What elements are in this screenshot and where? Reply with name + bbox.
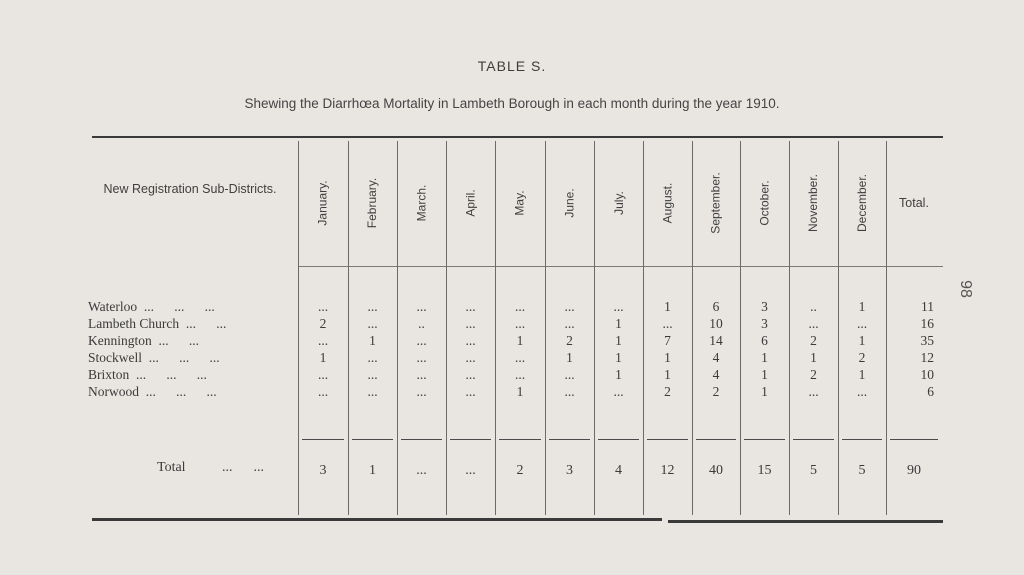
table-cell: 2 (810, 367, 817, 382)
district-label: Lambeth Church (88, 316, 180, 331)
district-label: Norwood (88, 384, 139, 399)
leader-dots: ... ... ... (137, 299, 215, 314)
table-cell: 1 (615, 350, 622, 365)
row-total-cell: 16 (920, 316, 934, 331)
table-cell: ... (317, 299, 329, 314)
table-cell: 1 (516, 333, 524, 348)
table-cell: ... (465, 333, 476, 348)
total-separator (401, 439, 442, 440)
table-cell: 2 (319, 316, 327, 331)
table-cell: 4 (712, 350, 720, 365)
table-cell: 2 (566, 333, 573, 348)
district-header: New Registration Sub-Districts. (103, 182, 277, 196)
table-cell: ... (367, 384, 378, 399)
table-cell: 6 (761, 333, 768, 348)
table-cell: 6 (712, 299, 720, 314)
table-cell: ... (416, 350, 427, 365)
table-cell: 2 (664, 384, 671, 399)
total-separator (647, 439, 688, 440)
district-name (88, 383, 298, 400)
table-cell: ... (416, 384, 427, 399)
month-header (692, 140, 740, 265)
month-header (594, 140, 643, 265)
total-cell: 3 (319, 463, 327, 478)
district-name (88, 349, 298, 366)
total-cell: 4 (615, 463, 622, 478)
total-separator (549, 439, 590, 440)
district-name (88, 315, 298, 332)
table-cell: ... (564, 367, 575, 382)
total-header: Total. (899, 196, 929, 210)
month-header-label: February. (365, 177, 380, 228)
table-cell: 1 (664, 350, 671, 365)
table-cell: .. (418, 316, 425, 331)
total-leader-dots: ... ... (222, 460, 264, 475)
leader-dots: ... ... ... (142, 350, 220, 365)
month-header-label: July. (611, 190, 626, 215)
district-name (88, 298, 298, 315)
table-cell: ... (367, 350, 378, 365)
month-header-label: January. (315, 179, 330, 226)
month-header-label: June. (562, 187, 577, 218)
total-cell: 5 (810, 463, 817, 478)
total-separator (744, 439, 785, 440)
month-header (740, 140, 789, 265)
month-header (838, 140, 886, 265)
table-cell: ... (367, 367, 378, 382)
table-cell: ... (367, 316, 378, 331)
row-total-cell: 35 (920, 333, 934, 348)
table-cell: 2 (858, 350, 866, 365)
grand-total-cell: 90 (907, 463, 921, 478)
month-header (397, 140, 446, 265)
district-name (88, 332, 298, 349)
table-cell: ... (465, 350, 476, 365)
table-cell: 1 (810, 350, 817, 365)
total-separator (499, 439, 541, 440)
district-label: Waterloo (88, 299, 138, 314)
total-cell: 12 (660, 463, 675, 478)
total-cell: 1 (369, 463, 376, 478)
table-cell: 1 (516, 384, 524, 399)
table-cell: ... (416, 299, 427, 314)
total-separator (890, 439, 938, 440)
total-cell: 2 (516, 463, 524, 478)
table-cell: 1 (369, 333, 376, 348)
table-cell: ... (613, 299, 624, 314)
table-cell: 1 (664, 367, 671, 382)
top-rule (92, 136, 943, 138)
table-cell: 1 (761, 384, 768, 399)
month-header-label: October. (757, 179, 772, 226)
table-cell: ... (662, 316, 673, 331)
table-cell: ... (514, 316, 526, 331)
table-cell: 1 (566, 350, 573, 365)
header-rule (298, 266, 943, 267)
table-cell: 1 (319, 350, 327, 365)
month-header-label: December. (855, 173, 869, 232)
total-separator (598, 439, 639, 440)
district-label: Brixton (88, 367, 130, 382)
table-cell: ... (317, 333, 329, 348)
total-separator (352, 439, 393, 440)
month-header-label: November. (806, 173, 821, 232)
leader-dots: ... ... (151, 333, 199, 348)
table-cell: 1 (615, 333, 622, 348)
table-cell: ... (613, 384, 624, 399)
month-header-label: May. (513, 189, 527, 216)
table-cell: ... (514, 299, 526, 314)
table-cell: 1 (761, 367, 768, 382)
month-header (789, 140, 838, 265)
table-cell: 1 (761, 350, 768, 365)
table-cell: ... (317, 367, 329, 382)
total-cell: 15 (757, 463, 772, 478)
table-cell: .. (810, 299, 817, 314)
table-cell: 10 (709, 316, 723, 331)
total-separator (842, 439, 882, 440)
table-cell: ... (367, 299, 378, 314)
month-header-label: April. (463, 188, 478, 217)
table-cell: ... (564, 299, 575, 314)
table-cell: 14 (709, 333, 723, 348)
table-cell: 3 (761, 316, 768, 331)
total-cell: 40 (709, 463, 723, 478)
table-cell: ... (465, 384, 476, 399)
table-cell: ... (856, 316, 868, 331)
total-separator (696, 439, 736, 440)
table-cell: 4 (712, 367, 720, 382)
total-separator (793, 439, 834, 440)
total-cell: 5 (858, 463, 866, 478)
month-header (298, 140, 348, 265)
row-total-cell: 12 (920, 350, 934, 365)
table-cell: ... (465, 316, 476, 331)
table-cell: ... (416, 367, 427, 382)
leader-dots: ... ... ... (129, 367, 207, 382)
month-header (348, 140, 397, 265)
total-separator (450, 439, 491, 440)
table-cell: ... (514, 367, 526, 382)
table-cell: ... (416, 333, 427, 348)
leader-dots: ... ... (179, 316, 227, 331)
leader-dots: ... ... ... (139, 384, 217, 399)
table-cell: ... (808, 384, 819, 399)
month-header-label: March. (414, 184, 429, 221)
bottom-rule-right (668, 520, 943, 523)
table-cell: 1 (615, 316, 622, 331)
table-subtitle: Shewing the Diarrhœa Mortality in Lambeth Borough in each month during the year 1910. (244, 96, 780, 111)
table-title: TABLE S. (477, 58, 547, 74)
district-label: Kennington (88, 333, 152, 348)
table-cell: 7 (664, 333, 671, 348)
total-cell: 3 (566, 463, 573, 478)
month-header (446, 140, 495, 265)
month-header-label: August. (660, 182, 675, 223)
table-cell: ... (465, 299, 476, 314)
page-number: 98 (956, 280, 974, 298)
district-label: Stockwell (88, 350, 142, 365)
total-separator (302, 439, 344, 440)
table-cell: ... (564, 384, 575, 399)
total-row-label: Total (157, 460, 186, 475)
bottom-rule (92, 518, 662, 521)
table-cell: 2 (712, 384, 720, 399)
table-cell: ... (808, 316, 819, 331)
row-total-cell: 6 (927, 384, 934, 399)
table-cell: ... (856, 384, 868, 399)
total-cell: ... (465, 463, 476, 478)
table-cell: 3 (761, 299, 768, 314)
month-header (495, 140, 545, 265)
row-total-cell: 10 (920, 367, 934, 382)
table-cell: 1 (858, 333, 866, 348)
row-total-cell: 11 (921, 299, 934, 314)
total-cell: ... (416, 463, 427, 478)
table-cell: ... (564, 316, 575, 331)
table-cell: ... (465, 367, 476, 382)
table-cell: ... (317, 384, 329, 399)
month-header-label: September. (709, 171, 723, 234)
district-name (88, 366, 298, 383)
table-cell: 1 (664, 299, 671, 314)
table-cell: 1 (858, 299, 866, 314)
table-cell: 1 (858, 367, 866, 382)
month-header (643, 140, 692, 265)
month-header (545, 140, 594, 265)
table-cell: 1 (615, 367, 622, 382)
table-cell: ... (514, 350, 526, 365)
table-cell: 2 (810, 333, 817, 348)
